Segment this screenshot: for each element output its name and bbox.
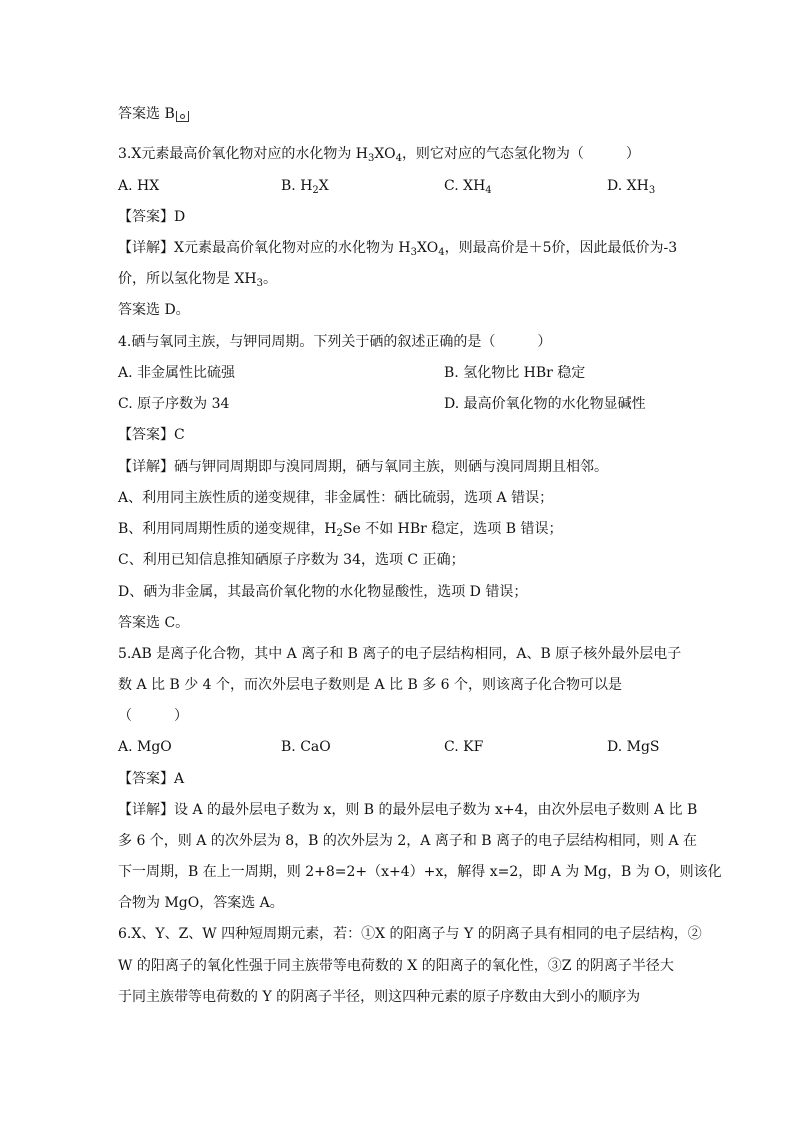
q4-options-row1 bbox=[118, 363, 678, 383]
q4-detail-b-pre: B、利用同周期性质的递变规律，H bbox=[118, 521, 337, 537]
q3-detail2-text-a: 价，所以氢化物是 XH bbox=[118, 271, 257, 287]
q4-detail-b-post: Se 不如 HBr 稳定，选项 B 错误； bbox=[342, 521, 563, 537]
q3-option-b-sub: 2 bbox=[312, 185, 319, 196]
q4-detail: 【详解】硒与钾同周期即与溴同周期，硒与氧同主族，则硒与溴同周期且相邻。 bbox=[118, 459, 608, 475]
q2-answer-end bbox=[118, 104, 189, 124]
q3-stem-text-b: XO bbox=[374, 146, 396, 162]
q4-option-a: A. 非金属性比硫强 bbox=[118, 365, 236, 381]
q3-option-b-post: X bbox=[318, 178, 329, 194]
q3-option-a: A. HX bbox=[118, 178, 160, 194]
q5-detail-line1: 【详解】设 A 的最外层电子数为 x，则 B 的最外层电子数为 x+4，由次外层电子数则 A 比 B bbox=[118, 802, 698, 818]
q3-option-c-pre: C. XH bbox=[444, 178, 486, 194]
q4-detail-a: A、利用同主族性质的递变规律，非金属性：硒比硫弱，选项 A 错误； bbox=[118, 490, 554, 506]
q4-detail-d: D、硒为非金属，其最高价氧化物的水化物显酸性，选项 D 错误； bbox=[118, 584, 528, 600]
q3-detail-sub1: 3 bbox=[410, 247, 417, 258]
q3-answer-end: 答案选 D。 bbox=[118, 302, 190, 318]
q4-stem: 4.硒与氧同主族，与钾同周期。下列关于硒的叙述正确的是（ ） bbox=[118, 334, 552, 350]
q5-stem-line1: 5.AB 是离子化合物，其中 A 离子和 B 离子的电子层结构相同，A、B 原子核外最外层电子 bbox=[118, 646, 682, 662]
q4-detail-b bbox=[118, 519, 562, 539]
q3-option-c-sub: 4 bbox=[485, 185, 492, 196]
q5-option-b: B. CaO bbox=[281, 739, 331, 755]
q5-detail-line3: 下一周期，B 在上一周期，则 2+8=2+（x+4）+x，解得 x=2，即 A 为 Mg，B 为 O，则该化 bbox=[118, 864, 722, 880]
q3-options bbox=[118, 176, 678, 196]
q3-stem-sub2: 4 bbox=[395, 153, 402, 164]
q3-option-c bbox=[444, 176, 492, 196]
q5-option-d: D. MgS bbox=[607, 739, 660, 755]
q5-option-a: A. MgO bbox=[118, 739, 172, 755]
q5-options bbox=[118, 737, 678, 757]
q3-stem-text-a: 3.X元素最高价氧化物对应的水化物为 H bbox=[118, 146, 368, 162]
q6-stem-line3: 于同主族带等电荷数的 Y 的阴离子半径，则这四种元素的原子序数由大到小的顺序为 bbox=[118, 989, 641, 1005]
q4-detail-c: C、利用已知信息推知硒原子序数为 34，选项 C 正确； bbox=[118, 552, 465, 568]
q3-detail-line1 bbox=[118, 238, 677, 258]
q3-stem bbox=[118, 144, 640, 164]
q5-detail-line2: 多 6 个，则 A 的次外层为 8，B 的次外层为 2，A 离子和 B 离子的电子层结构相同，则 A 在 bbox=[118, 833, 698, 849]
q5-detail-line4: 合物为 MgO，答案选 A。 bbox=[118, 895, 284, 911]
q4-answer: 【答案】C bbox=[118, 427, 185, 443]
q4-option-b: B. 氢化物比 HBr 稳定 bbox=[444, 365, 586, 381]
q4-option-c: C. 原子序数为 34 bbox=[118, 396, 230, 412]
q3-detail-sub2: 4 bbox=[438, 247, 445, 258]
q3-detail2-sub: 3 bbox=[256, 278, 264, 289]
q3-option-d-pre: D. XH bbox=[607, 178, 649, 194]
q3-option-b bbox=[281, 176, 329, 196]
q5-stem-line2: 数 A 比 B 少 4 个，而次外层电子数则是 A 比 B 多 6 个，则该离子化合物可以是 bbox=[118, 677, 623, 693]
q3-detail-text-c: ，则最高价是＋5价，因此最低价为-3 bbox=[444, 240, 678, 256]
q4-options-row2 bbox=[118, 394, 678, 414]
q3-detail-line2 bbox=[118, 269, 277, 289]
q6-stem-line1: 6.X、Y、Z、W 四种短周期元素，若：①X 的阳离子与 Y 的阴离子具有相同的电子层结构，② bbox=[118, 926, 702, 942]
q3-option-b-pre: B. H bbox=[281, 178, 313, 194]
q3-detail2-text-b: 。 bbox=[263, 271, 278, 287]
q6-stem-line2: W 的阳离子的氧化性强于同主族带等电荷数的 X 的阳离子的氧化性，③Z 的阴离子半径大 bbox=[118, 958, 674, 974]
q4-detail-b-sub: 2 bbox=[336, 528, 343, 539]
q4-answer-end: 答案选 C。 bbox=[118, 615, 190, 631]
q3-answer: 【答案】D bbox=[118, 209, 186, 225]
q3-option-d bbox=[607, 176, 655, 196]
q5-stem-line3: （ ） bbox=[118, 708, 188, 724]
q5-option-c: C. KF bbox=[444, 739, 484, 755]
q3-detail-text-b: XO bbox=[417, 240, 439, 256]
q3-stem-sub1: 3 bbox=[367, 153, 375, 164]
q3-option-d-sub: 3 bbox=[648, 185, 656, 196]
embedded-image-icon bbox=[176, 111, 189, 122]
q2-answer-text: 答案选 B bbox=[118, 106, 175, 122]
q5-answer: 【答案】A bbox=[118, 771, 185, 787]
q4-option-d: D. 最高价氧化物的水化物显碱性 bbox=[444, 396, 646, 412]
q3-stem-text-c: ，则它对应的气态氢化物为（ ） bbox=[401, 146, 640, 162]
q3-detail-text-a: 【详解】X元素最高价氧化物对应的水化物为 H bbox=[118, 240, 411, 256]
